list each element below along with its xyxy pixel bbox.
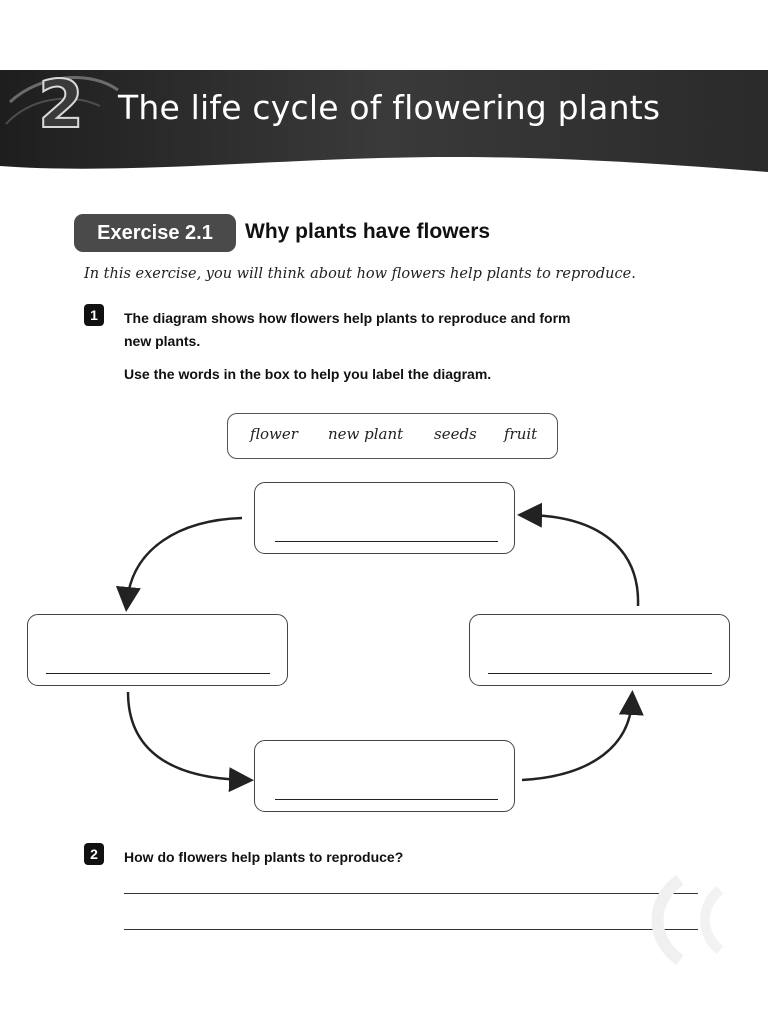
label-box-right[interactable] xyxy=(469,614,730,686)
label-line-top xyxy=(275,541,498,542)
question-1-text-line1: The diagram shows how flowers help plants to reproduce and form xyxy=(124,310,571,326)
exercise-intro: In this exercise, you will think about how flowers help plants to reproduce. xyxy=(84,266,636,282)
arrow-top-to-left xyxy=(127,518,242,602)
exercise-badge: Exercise 2.1 xyxy=(74,214,236,252)
chapter-number: 2 xyxy=(38,66,84,143)
question-1-number: 1 xyxy=(84,304,104,326)
word-seeds: seeds xyxy=(434,425,477,443)
chapter-title: The life cycle of flowering plants xyxy=(118,88,661,127)
arrow-left-to-bottom xyxy=(128,692,244,780)
watermark-graphic xyxy=(640,860,750,970)
label-line-bottom xyxy=(275,799,498,800)
label-box-bottom[interactable] xyxy=(254,740,515,812)
label-line-right xyxy=(488,673,712,674)
word-new-plant: new plant xyxy=(328,425,404,443)
question-2-text: How do flowers help plants to reproduce? xyxy=(124,849,404,865)
label-box-top[interactable] xyxy=(254,482,515,554)
word-fruit: fruit xyxy=(504,425,538,443)
arrow-bottom-to-right xyxy=(522,700,632,780)
answer-line-2[interactable] xyxy=(124,929,698,930)
label-line-left xyxy=(46,673,270,674)
label-box-left[interactable] xyxy=(27,614,288,686)
answer-line-1[interactable] xyxy=(124,893,698,894)
question-2-number: 2 xyxy=(84,843,104,865)
question-1-text-line2: new plants. xyxy=(124,333,201,349)
word-flower: flower xyxy=(250,425,298,443)
question-1-instruction: Use the words in the box to help you label the diagram. xyxy=(124,366,492,382)
exercise-title: Why plants have flowers xyxy=(245,220,491,243)
arrow-right-to-top xyxy=(527,515,638,606)
